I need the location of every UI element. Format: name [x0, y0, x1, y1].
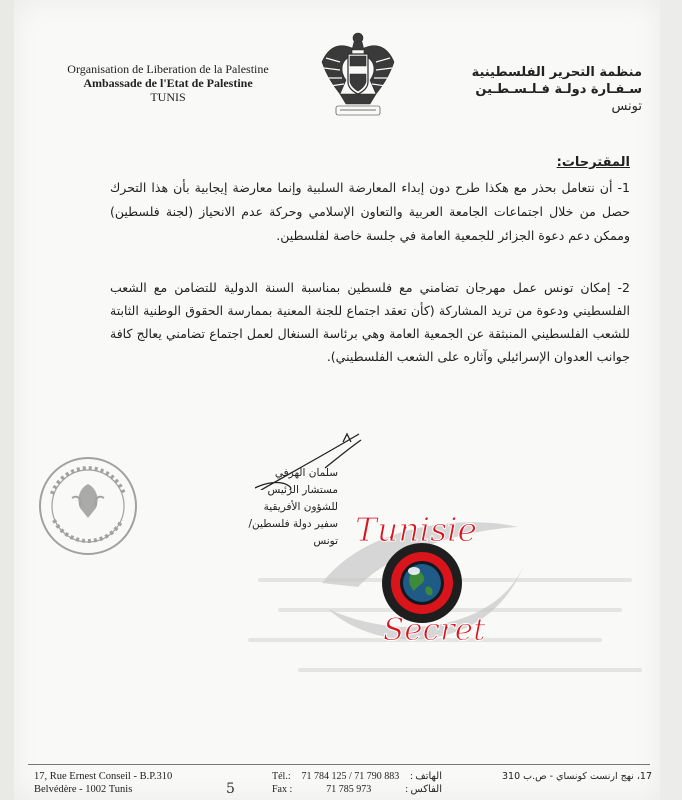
embassy-name-fr: Ambassade de l'Etat de Palestine [83, 76, 253, 90]
footer-address-ar: 17، نهج ارنست كونساي - ص.ب 310 [501, 771, 652, 782]
footer-contacts [272, 770, 442, 796]
fax-label-ar: : الفاكس [405, 784, 442, 795]
scan-right-margin [660, 0, 682, 800]
letter-body [110, 155, 630, 381]
french-letterhead [48, 62, 288, 104]
signer-role: سفير دولة فلسطين/تونس [248, 518, 338, 547]
scan-left-margin [0, 0, 14, 800]
arabic-letterhead [430, 64, 642, 115]
watermark-word-top: Tunisie [355, 510, 478, 549]
eagle-emblem-icon [318, 28, 398, 120]
proposals-heading: المقترحات: [556, 155, 630, 170]
footer-address-line2: Belvédère - 1002 Tunis [34, 784, 133, 795]
embassy-name-ar: سـفـارة دولـة فـلـسـطـين [475, 82, 642, 97]
tel-label: Tél.: [272, 771, 291, 782]
tel-label-ar: : الهاتف [410, 771, 442, 782]
footer-divider [28, 764, 650, 765]
footer-address-line1: 17, Rue Ernest Conseil - B.P.310 [34, 771, 173, 782]
signer-name: سلمان الهرفي [274, 467, 338, 479]
page-number: 5 [226, 781, 235, 797]
city-ar: تونس [611, 99, 642, 114]
fax-label: Fax : [272, 784, 293, 795]
proposal-1: 1- أن نتعامل بحذر مع هكذا طرح دون إبداء المعارضة السلبية وإنما معارضة إيجابية بأن هذا التحرك حصل من خلال اجتماعات الجامعة العربية والتعاون الإسلامي وحركة عدم الانحياز (لجنة فلسطين) وممكن دعم دعوة الجزائر للجمعية العامة في جلسة خاصة لفلسطين. [110, 180, 630, 243]
org-name-ar: منظمة التحرير الفلسطينية [471, 65, 642, 80]
city-fr: TUNIS [150, 90, 186, 104]
signer-title: مستشار الرئيس للشؤون الأفريقية [263, 484, 338, 513]
org-name-fr: Organisation de Liberation de la Palestine [67, 62, 269, 76]
footer-address-fr [34, 770, 172, 796]
fax-value: 71 785 973 [326, 784, 372, 795]
embassy-stamp-icon [36, 454, 140, 558]
watermark-word-bottom: Secret [383, 612, 486, 648]
tel-value: 71 784 125 / 71 790 883 [301, 771, 400, 782]
proposal-2: 2- إمكان تونس عمل مهرجان تضامني مع فلسطين بمناسبة السنة الدولية للتضامن مع الشعب الفلسطيني ودعوة من تريد المشاركة (كأن تعقد اجتماع للجنة المعنية بممارسة الحقوق الوطنية الثابتة للشعب الفلسطيني المنبثقة عن الجمعية العامة وهي برئاسة السنغال لعمل اجتماع تضامني يعالج كافة جوانب العدوان الإسرائيلي وآثاره على الشعب الفلسطيني). [110, 280, 630, 364]
